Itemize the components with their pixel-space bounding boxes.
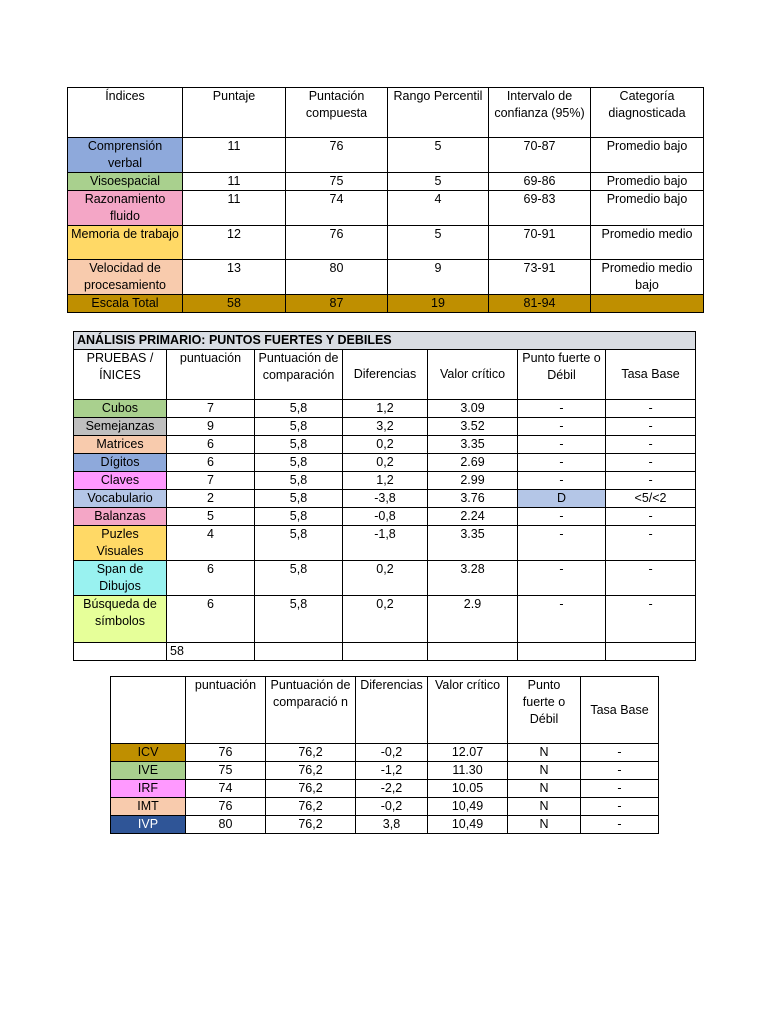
cell: - — [518, 508, 606, 526]
header-cell: Puntuación de comparación — [255, 350, 343, 400]
header-cell: puntuación — [167, 350, 255, 400]
header-cell: PRUEBAS / ÍNICES — [74, 350, 167, 400]
test-label-cubos: Cubos — [74, 400, 167, 418]
header-cell: Puntaje — [183, 88, 286, 138]
cell — [428, 643, 518, 661]
cell: - — [606, 508, 696, 526]
table-row — [74, 596, 696, 643]
header-cell: Índices — [68, 88, 183, 138]
header-cell: Categoría diagnosticada — [591, 88, 704, 138]
cell: 2.69 — [428, 454, 518, 472]
header-cell: Diferencias — [343, 350, 428, 400]
cell: 70-87 — [489, 138, 591, 173]
cell: 5,8 — [255, 508, 343, 526]
cell: - — [581, 780, 659, 798]
cell: 7 — [167, 472, 255, 490]
table-row — [74, 490, 696, 508]
cell: N — [508, 744, 581, 762]
cell: 0,2 — [343, 436, 428, 454]
cell: 5,8 — [255, 561, 343, 596]
cell: Promedio bajo — [591, 191, 704, 226]
cell: 11 — [183, 138, 286, 173]
cell: 6 — [167, 454, 255, 472]
cell: 0,2 — [343, 596, 428, 643]
test-label-busqueda: Búsqueda de símbolos — [74, 596, 167, 643]
table-title-row — [74, 332, 696, 350]
cell — [74, 643, 167, 661]
cell: 3,2 — [343, 418, 428, 436]
cell: 11.30 — [428, 762, 508, 780]
cell: - — [518, 418, 606, 436]
cell: 5,8 — [255, 596, 343, 643]
header-cell: Tasa Base — [606, 350, 696, 400]
table-row — [68, 138, 704, 173]
cell: 5 — [388, 226, 489, 260]
cell: 4 — [167, 526, 255, 561]
cell: 10.05 — [428, 780, 508, 798]
cell: 13 — [183, 260, 286, 295]
cell: - — [518, 472, 606, 490]
cell: 76,2 — [266, 816, 356, 834]
cell: 6 — [167, 436, 255, 454]
cell: 5,8 — [255, 436, 343, 454]
cell: 5 — [388, 138, 489, 173]
cell: 76 — [186, 798, 266, 816]
indices-table — [67, 87, 704, 313]
cell: 3,8 — [356, 816, 428, 834]
header-cell: puntuación — [186, 677, 266, 744]
cell: 0,2 — [343, 561, 428, 596]
cell: 12.07 — [428, 744, 508, 762]
table-row — [111, 798, 659, 816]
cell: 6 — [167, 596, 255, 643]
header-cell: Valor crítico — [428, 350, 518, 400]
cell: 58 — [183, 295, 286, 313]
cell: - — [606, 561, 696, 596]
table-title: ANÁLISIS PRIMARIO: PUNTOS FUERTES Y DEBILES — [74, 332, 696, 350]
index-label-rf: Razonamiento fluido — [68, 191, 183, 226]
cell: - — [606, 472, 696, 490]
cell: N — [508, 798, 581, 816]
table-header-row — [68, 88, 704, 138]
header-cell: Punto fuerte o Débil — [518, 350, 606, 400]
index-label-cv: Comprensión verbal — [68, 138, 183, 173]
table-row — [74, 472, 696, 490]
cell: 69-86 — [489, 173, 591, 191]
cell: Promedio bajo — [591, 173, 704, 191]
cell: 9 — [167, 418, 255, 436]
cell: - — [606, 418, 696, 436]
cell: Promedio medio bajo — [591, 260, 704, 295]
cell: 76,2 — [266, 798, 356, 816]
cell: Promedio bajo — [591, 138, 704, 173]
cell: 5,8 — [255, 526, 343, 561]
cell: - — [581, 762, 659, 780]
cell: - — [606, 400, 696, 418]
cell: 76 — [286, 226, 388, 260]
cell — [255, 643, 343, 661]
cell: <5/<2 — [606, 490, 696, 508]
table-row — [74, 418, 696, 436]
table-row — [111, 816, 659, 834]
cell: 80 — [286, 260, 388, 295]
header-cell: Intervalo de confianza (95%) — [489, 88, 591, 138]
index-code-ive: IVE — [111, 762, 186, 780]
cell: N — [508, 762, 581, 780]
cell: 5,8 — [255, 472, 343, 490]
table-row — [68, 226, 704, 260]
cell: N — [508, 816, 581, 834]
cell: 1,2 — [343, 400, 428, 418]
primary-analysis-table — [73, 331, 696, 661]
cell: 4 — [388, 191, 489, 226]
test-label-claves: Claves — [74, 472, 167, 490]
cell: 9 — [388, 260, 489, 295]
cell: 3.28 — [428, 561, 518, 596]
cell: 70-91 — [489, 226, 591, 260]
total-value: 58 — [167, 643, 255, 661]
cell: 2.24 — [428, 508, 518, 526]
header-cell: Tasa Base — [581, 677, 659, 744]
index-code-ivp: IVP — [111, 816, 186, 834]
cell: 12 — [183, 226, 286, 260]
test-label-semejanzas: Semejanzas — [74, 418, 167, 436]
cell: -2,2 — [356, 780, 428, 798]
cell: 19 — [388, 295, 489, 313]
cell: 87 — [286, 295, 388, 313]
cell: 3.76 — [428, 490, 518, 508]
cell: 0,2 — [343, 454, 428, 472]
cell: - — [581, 744, 659, 762]
test-label-balanzas: Balanzas — [74, 508, 167, 526]
index-code-imt: IMT — [111, 798, 186, 816]
cell: 3.35 — [428, 436, 518, 454]
cell: 2.99 — [428, 472, 518, 490]
test-label-span: Span de Dibujos — [74, 561, 167, 596]
cell: - — [518, 454, 606, 472]
cell: 5,8 — [255, 418, 343, 436]
cell: 74 — [186, 780, 266, 798]
cell — [606, 643, 696, 661]
index-code-icv: ICV — [111, 744, 186, 762]
cell: 81-94 — [489, 295, 591, 313]
weakness-cell: D — [518, 490, 606, 508]
table-row — [68, 191, 704, 226]
table-row — [74, 454, 696, 472]
table-row — [74, 400, 696, 418]
cell: 76 — [286, 138, 388, 173]
cell: -0,2 — [356, 798, 428, 816]
cell: 76,2 — [266, 762, 356, 780]
cell: 10,49 — [428, 816, 508, 834]
index-label-mt: Memoria de trabajo — [68, 226, 183, 260]
cell: Promedio medio — [591, 226, 704, 260]
table-row — [74, 561, 696, 596]
cell: 3.52 — [428, 418, 518, 436]
table-row — [111, 744, 659, 762]
cell: -0,2 — [356, 744, 428, 762]
test-label-digitos: Dígitos — [74, 454, 167, 472]
cell: 5 — [167, 508, 255, 526]
cell: -3,8 — [343, 490, 428, 508]
index-label-ve: Visoespacial — [68, 173, 183, 191]
cell: N — [508, 780, 581, 798]
cell: 5,8 — [255, 400, 343, 418]
table-header-row — [111, 677, 659, 744]
cell: - — [606, 454, 696, 472]
table-row — [74, 526, 696, 561]
index-label-vp: Velocidad de procesamiento — [68, 260, 183, 295]
index-code-irf: IRF — [111, 780, 186, 798]
cell: 5,8 — [255, 490, 343, 508]
cell: 76,2 — [266, 744, 356, 762]
cell: 74 — [286, 191, 388, 226]
cell: -1,2 — [356, 762, 428, 780]
cell: -0,8 — [343, 508, 428, 526]
header-cell: Punto fuerte o Débil — [508, 677, 581, 744]
cell: -1,8 — [343, 526, 428, 561]
cell: 80 — [186, 816, 266, 834]
cell — [518, 643, 606, 661]
cell: - — [581, 816, 659, 834]
table-row — [68, 173, 704, 191]
cell: - — [518, 400, 606, 418]
header-cell: Puntuación de comparació n — [266, 677, 356, 744]
cell: 6 — [167, 561, 255, 596]
cell: 2 — [167, 490, 255, 508]
table-row — [74, 436, 696, 454]
header-cell: Puntación compuesta — [286, 88, 388, 138]
cell: 1,2 — [343, 472, 428, 490]
cell: - — [606, 596, 696, 643]
total-row — [74, 643, 696, 661]
cell: - — [581, 798, 659, 816]
cell: 76,2 — [266, 780, 356, 798]
total-row — [68, 295, 704, 313]
cell — [343, 643, 428, 661]
cell: 73-91 — [489, 260, 591, 295]
cell: - — [518, 561, 606, 596]
header-cell: Diferencias — [356, 677, 428, 744]
cell: 69-83 — [489, 191, 591, 226]
cell: - — [518, 596, 606, 643]
cell: 5,8 — [255, 454, 343, 472]
cell: - — [606, 436, 696, 454]
header-cell: Rango Percentil — [388, 88, 489, 138]
cell: 76 — [186, 744, 266, 762]
cell: - — [606, 526, 696, 561]
table-row — [111, 780, 659, 798]
cell: - — [518, 436, 606, 454]
cell: 5 — [388, 173, 489, 191]
test-label-matrices: Matrices — [74, 436, 167, 454]
cell — [591, 295, 704, 313]
cell: 2.9 — [428, 596, 518, 643]
table-row — [74, 508, 696, 526]
table-header-row — [74, 350, 696, 400]
cell: 3.09 — [428, 400, 518, 418]
cell: 10,49 — [428, 798, 508, 816]
cell: 11 — [183, 173, 286, 191]
test-label-puzles: Puzles Visuales — [74, 526, 167, 561]
table-row — [68, 260, 704, 295]
test-label-vocabulario: Vocabulario — [74, 490, 167, 508]
header-cell — [111, 677, 186, 744]
cell: 7 — [167, 400, 255, 418]
cell: - — [518, 526, 606, 561]
cell: 11 — [183, 191, 286, 226]
cell: 3.35 — [428, 526, 518, 561]
table-row — [111, 762, 659, 780]
header-cell: Valor crítico — [428, 677, 508, 744]
cell: 75 — [186, 762, 266, 780]
total-label: Escala Total — [68, 295, 183, 313]
cell: 75 — [286, 173, 388, 191]
index-comparison-table — [110, 676, 659, 834]
